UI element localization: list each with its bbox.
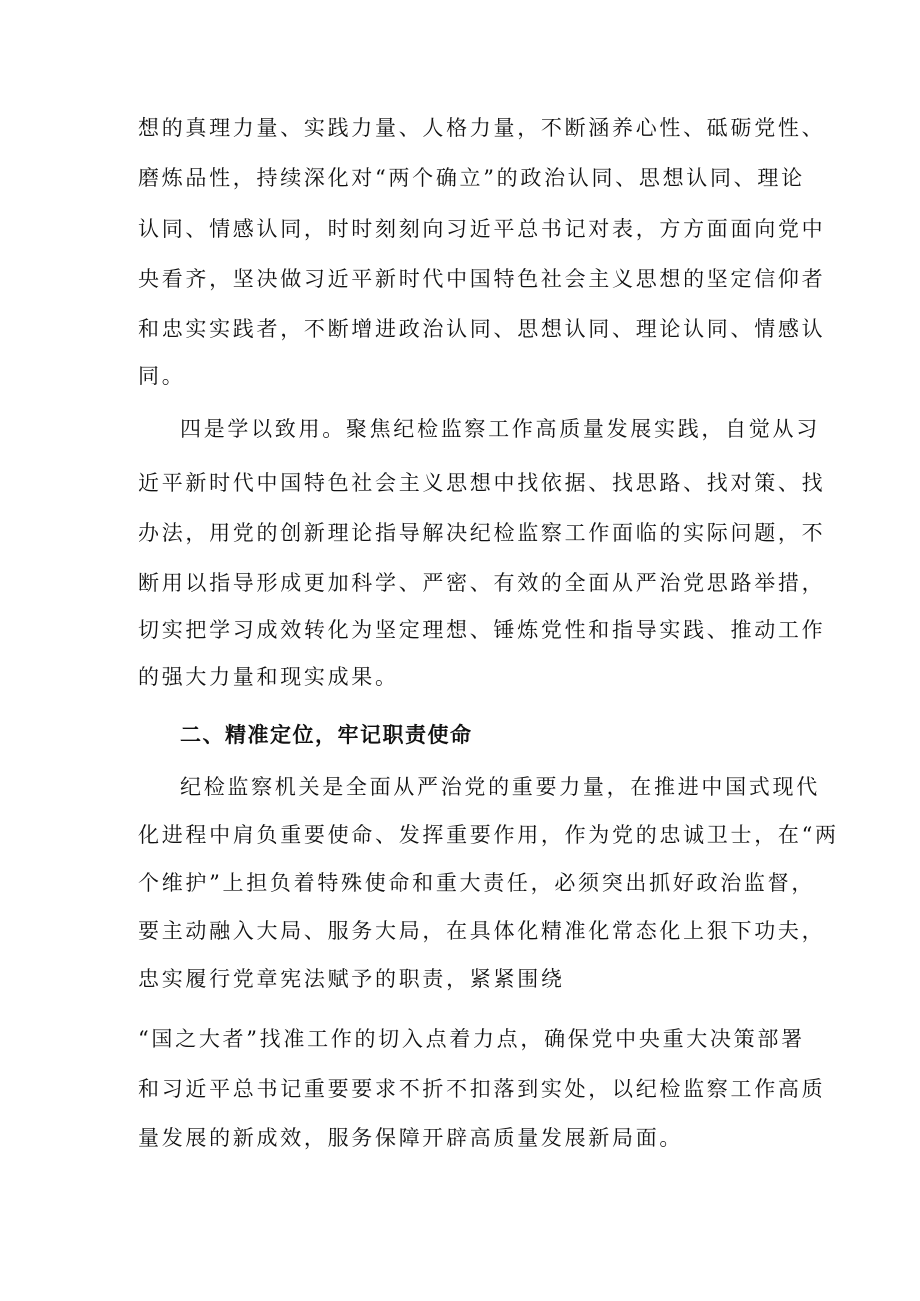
section-heading: 二、精准定位，牢记职责使命 [180,723,473,747]
text-line: 量发展的新成效，服务保障开辟高质量发展新局面。 [138,1126,684,1150]
text-line: 近平新时代中国特色社会主义思想中找依据、找思路、找对策、找 [138,471,826,495]
text-line: “国之大者”找准工作的切入点着力点，确保党中央重大决策部署 [138,1027,805,1051]
text-line: 个维护”上担负着特殊使命和重大责任，必须突出抓好政治监督， [138,871,816,895]
text-line: 断用以指导形成更加科学、严密、有效的全面从严治党思路举措， [138,571,826,595]
text-line: 和习近平总书记重要要求不折不扣落到实处，以纪检监察工作高质 [138,1077,826,1101]
text-line: 切实把学习成效转化为坚定理想、锤炼党性和指导实践、推动工作 [138,618,826,642]
text-line: 办法，用党的创新理论指导解决纪检监察工作面临的实际问题，不 [138,521,826,545]
text-line: 想的真理力量、实践力量、人格力量，不断涵养心性、砥砺党性、 [138,116,826,140]
text-line: 的强大力量和现实成果。 [138,665,399,689]
text-line: 四是学以致用。聚焦纪检监察工作高质量发展实践，自觉从习 [180,417,820,441]
text-line: 认同、情感认同，时时刻刻向习近平总书记对表，方方面面向党中 [138,217,826,241]
text-line: 纪检监察机关是全面从严治党的重要力量，在推进中国式现代 [180,775,820,799]
text-line: 同。 [138,364,186,388]
text-line: 央看齐，坚决做习近平新时代中国特色社会主义思想的坚定信仰者 [138,267,826,291]
text-line: 要主动融入大局、服务大局，在具体化精准化常态化上狠下功夫， [138,919,826,943]
text-line: 和忠实实践者，不断增进政治认同、思想认同、理论认同、情感认 [138,317,826,341]
text-line: 化进程中肩负重要使命、发挥重要作用，作为党的忠诚卫士，在“两 [138,823,839,847]
text-line: 忠实履行党章宪法赋予的职责，紧紧围绕 [138,967,565,991]
text-line: 磨炼品性，持续深化对“两个确立”的政治认同、思想认同、理论 [138,166,805,190]
